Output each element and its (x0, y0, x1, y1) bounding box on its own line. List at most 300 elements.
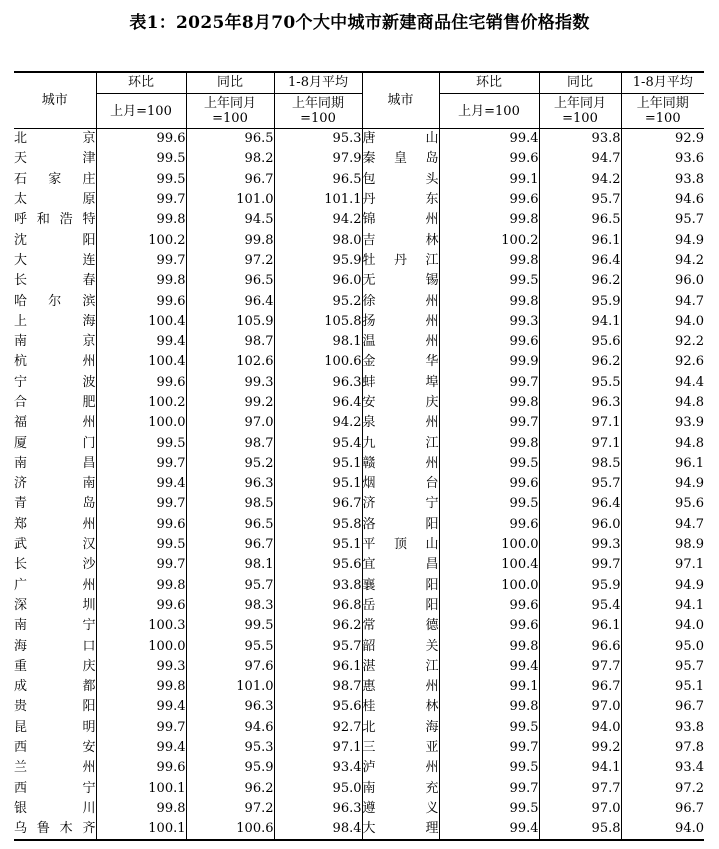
mom-value-left: 99.6 (96, 129, 186, 150)
yoy-value-right: 95.4 (539, 596, 621, 616)
avg-value-right: 96.0 (621, 271, 704, 291)
table-row (14, 819, 704, 840)
yoy-value-right: 97.1 (539, 433, 621, 453)
header-yoy-base-left: 上年同月 =100 (186, 94, 274, 129)
city-name-left: 天 津 (14, 151, 96, 167)
avg-value-left: 98.1 (274, 332, 362, 352)
yoy-value-right: 96.2 (539, 352, 621, 372)
yoy-value-left: 95.7 (186, 576, 274, 596)
yoy-value-left: 98.7 (186, 433, 274, 453)
city-name-left: 西 安 (14, 740, 96, 756)
city-name-right: 洛 阳 (362, 515, 439, 535)
mom-value-right: 99.4 (439, 129, 539, 150)
mom-value-right: 99.5 (439, 494, 539, 514)
mom-value-left: 99.8 (96, 576, 186, 596)
avg-value-right: 95.0 (621, 636, 704, 656)
city-name-right: 秦 皇 岛 (362, 149, 439, 169)
mom-value-right: 99.6 (439, 474, 539, 494)
mom-value-left: 99.4 (96, 697, 186, 717)
table-row (14, 373, 704, 393)
yoy-value-left: 100.6 (186, 819, 274, 840)
avg-value-left: 96.3 (274, 373, 362, 393)
city-name-right: 温 州 (362, 332, 439, 352)
header-avg-base-left: 上年同期 =100 (274, 94, 362, 129)
table-row (14, 555, 704, 575)
avg-value-left: 92.7 (274, 718, 362, 738)
yoy-value-right: 95.6 (539, 332, 621, 352)
mom-value-right: 99.8 (439, 210, 539, 230)
avg-value-left: 95.8 (274, 515, 362, 535)
table-row (14, 718, 704, 738)
table-row (14, 170, 704, 190)
city-name-left: 广 州 (14, 577, 96, 593)
table-row (14, 129, 704, 150)
mom-value-right: 99.8 (439, 393, 539, 413)
mom-value-left: 100.1 (96, 819, 186, 840)
yoy-value-right: 99.7 (539, 555, 621, 575)
table-row (14, 657, 704, 677)
avg-value-left: 93.8 (274, 576, 362, 596)
city-name-left: 南 京 (14, 334, 96, 350)
city-name-right: 济 宁 (362, 494, 439, 514)
city-name-right: 蚌 埠 (362, 373, 439, 393)
mom-value-left: 100.2 (96, 230, 186, 250)
yoy-value-right: 96.3 (539, 393, 621, 413)
city-name-left: 厦 门 (14, 435, 96, 451)
city-name-right: 金 华 (362, 352, 439, 372)
yoy-value-left: 96.5 (186, 271, 274, 291)
avg-value-left: 95.2 (274, 291, 362, 311)
yoy-value-right: 95.7 (539, 190, 621, 210)
city-name-right: 遵 义 (362, 799, 439, 819)
avg-value-right: 94.1 (621, 596, 704, 616)
city-name-right: 无 锡 (362, 271, 439, 291)
header-mom-base-right: 上月=100 (439, 94, 539, 129)
mom-value-right: 99.7 (439, 373, 539, 393)
table-row (14, 454, 704, 474)
city-name-left: 银 川 (14, 800, 96, 816)
mom-value-right: 100.0 (439, 576, 539, 596)
city-name-right: 湛 江 (362, 657, 439, 677)
mom-value-left: 99.5 (96, 170, 186, 190)
avg-value-right: 97.2 (621, 779, 704, 799)
mom-value-left: 99.6 (96, 515, 186, 535)
mom-value-left: 99.8 (96, 210, 186, 230)
yoy-value-right: 93.8 (539, 129, 621, 150)
mom-value-right: 99.1 (439, 170, 539, 190)
yoy-value-right: 96.6 (539, 636, 621, 656)
mom-value-left: 99.6 (96, 596, 186, 616)
avg-value-left: 95.1 (274, 474, 362, 494)
avg-value-right: 94.9 (621, 230, 704, 250)
mom-value-right: 99.8 (439, 697, 539, 717)
yoy-value-left: 97.2 (186, 799, 274, 819)
mom-value-left: 99.5 (96, 433, 186, 453)
mom-value-left: 99.6 (96, 758, 186, 778)
header-yoy-right: 同比 (539, 72, 621, 94)
city-name-right: 赣 州 (362, 454, 439, 474)
header-yoy-base-right: 上年同月 =100 (539, 94, 621, 129)
mom-value-left: 99.7 (96, 454, 186, 474)
yoy-value-right: 94.2 (539, 170, 621, 190)
mom-value-left: 99.7 (96, 555, 186, 575)
avg-value-left: 96.1 (274, 657, 362, 677)
table-row (14, 596, 704, 616)
price-index-table (14, 71, 704, 841)
mom-value-left: 100.0 (96, 636, 186, 656)
avg-value-left: 95.4 (274, 433, 362, 453)
mom-value-left: 99.7 (96, 251, 186, 271)
avg-value-right: 94.2 (621, 251, 704, 271)
mom-value-right: 99.5 (439, 271, 539, 291)
mom-value-left: 99.4 (96, 474, 186, 494)
city-name-right: 平 顶 山 (362, 535, 439, 555)
avg-value-right: 94.8 (621, 393, 704, 413)
mom-value-left: 99.8 (96, 677, 186, 697)
mom-value-right: 99.8 (439, 291, 539, 311)
mom-value-right: 99.8 (439, 636, 539, 656)
city-name-right: 九 江 (362, 433, 439, 453)
mom-value-right: 99.6 (439, 149, 539, 169)
yoy-value-right: 97.7 (539, 657, 621, 677)
yoy-value-left: 99.5 (186, 616, 274, 636)
header-city-left: 城市 (14, 72, 96, 129)
mom-value-left: 100.2 (96, 393, 186, 413)
city-name-left: 上 海 (14, 313, 96, 329)
city-name-right: 丹 东 (362, 190, 439, 210)
yoy-value-left: 96.7 (186, 170, 274, 190)
city-name-right: 安 庆 (362, 393, 439, 413)
avg-value-left: 96.5 (274, 170, 362, 190)
city-name-left: 大 连 (14, 252, 96, 268)
yoy-value-left: 96.2 (186, 779, 274, 799)
city-name-left: 成 都 (14, 679, 96, 695)
yoy-value-right: 99.2 (539, 738, 621, 758)
avg-value-left: 96.8 (274, 596, 362, 616)
table-row (14, 758, 704, 778)
mom-value-left: 99.5 (96, 535, 186, 555)
yoy-value-left: 101.0 (186, 677, 274, 697)
avg-value-right: 93.4 (621, 758, 704, 778)
city-name-left: 石 家 庄 (14, 171, 96, 187)
city-name-left: 昆 明 (14, 719, 96, 735)
yoy-value-right: 95.5 (539, 373, 621, 393)
avg-value-left: 96.3 (274, 799, 362, 819)
mom-value-left: 99.8 (96, 271, 186, 291)
avg-value-left: 93.4 (274, 758, 362, 778)
mom-value-right: 99.3 (439, 312, 539, 332)
avg-value-right: 93.6 (621, 149, 704, 169)
city-name-left: 海 口 (14, 638, 96, 654)
mom-value-right: 99.5 (439, 454, 539, 474)
yoy-value-left: 105.9 (186, 312, 274, 332)
avg-value-left: 95.1 (274, 535, 362, 555)
avg-value-left: 95.7 (274, 636, 362, 656)
city-name-left: 青 岛 (14, 496, 96, 512)
city-name-right: 三 亚 (362, 738, 439, 758)
avg-value-left: 95.0 (274, 779, 362, 799)
city-name-right: 徐 州 (362, 291, 439, 311)
table-row (14, 515, 704, 535)
yoy-value-left: 98.7 (186, 332, 274, 352)
yoy-value-right: 96.5 (539, 210, 621, 230)
city-name-left: 乌 鲁 木 齐 (14, 819, 96, 840)
yoy-value-left: 95.3 (186, 738, 274, 758)
city-name-right: 韶 关 (362, 636, 439, 656)
city-name-left: 杭 州 (14, 354, 96, 370)
yoy-value-right: 94.1 (539, 758, 621, 778)
table-row (14, 576, 704, 596)
yoy-value-right: 94.7 (539, 149, 621, 169)
city-name-right: 北 海 (362, 718, 439, 738)
table-row (14, 210, 704, 230)
avg-value-right: 95.7 (621, 657, 704, 677)
city-name-left: 宁 波 (14, 374, 96, 390)
avg-value-right: 92.9 (621, 129, 704, 150)
mom-value-left: 100.4 (96, 352, 186, 372)
avg-value-left: 96.4 (274, 393, 362, 413)
mom-value-right: 100.2 (439, 230, 539, 250)
yoy-value-left: 98.3 (186, 596, 274, 616)
city-name-left: 南 昌 (14, 455, 96, 471)
yoy-value-left: 97.6 (186, 657, 274, 677)
avg-value-right: 93.9 (621, 413, 704, 433)
avg-value-left: 96.0 (274, 271, 362, 291)
avg-value-left: 94.2 (274, 210, 362, 230)
city-name-right: 烟 台 (362, 474, 439, 494)
city-name-right: 扬 州 (362, 312, 439, 332)
yoy-value-left: 96.5 (186, 515, 274, 535)
city-name-right: 襄 阳 (362, 576, 439, 596)
mom-value-left: 100.4 (96, 312, 186, 332)
header-yoy-left: 同比 (186, 72, 274, 94)
avg-value-right: 97.8 (621, 738, 704, 758)
yoy-value-left: 99.2 (186, 393, 274, 413)
yoy-value-right: 96.4 (539, 251, 621, 271)
table-row (14, 738, 704, 758)
header-mom-left: 环比 (96, 72, 186, 94)
city-name-left: 济 南 (14, 476, 96, 492)
yoy-value-right: 96.2 (539, 271, 621, 291)
city-name-right: 惠 州 (362, 677, 439, 697)
city-name-right: 吉 林 (362, 230, 439, 250)
yoy-value-left: 96.3 (186, 697, 274, 717)
yoy-value-right: 95.9 (539, 576, 621, 596)
avg-value-right: 94.0 (621, 312, 704, 332)
table-row (14, 291, 704, 311)
city-name-right: 牡 丹 江 (362, 251, 439, 271)
city-name-left: 合 肥 (14, 395, 96, 410)
mom-value-right: 99.5 (439, 758, 539, 778)
yoy-value-right: 97.1 (539, 413, 621, 433)
mom-value-right: 99.4 (439, 657, 539, 677)
page-title: 表1：2025年8月70个大中城市新建商品住宅销售价格指数 (129, 13, 590, 33)
avg-value-right: 94.4 (621, 373, 704, 393)
mom-value-left: 99.4 (96, 738, 186, 758)
yoy-value-left: 95.9 (186, 758, 274, 778)
mom-value-right: 99.6 (439, 332, 539, 352)
header-avg-base-right: 上年同期 =100 (621, 94, 704, 129)
yoy-value-right: 96.0 (539, 515, 621, 535)
avg-value-right: 94.7 (621, 515, 704, 535)
avg-value-left: 98.4 (274, 819, 362, 840)
header-avg-right: 1-8月平均 (621, 72, 704, 94)
table-row (14, 190, 704, 210)
city-name-right: 常 德 (362, 616, 439, 636)
avg-value-right: 96.1 (621, 454, 704, 474)
avg-value-right: 94.9 (621, 474, 704, 494)
mom-value-right: 99.4 (439, 819, 539, 840)
avg-value-right: 92.6 (621, 352, 704, 372)
yoy-value-left: 99.3 (186, 373, 274, 393)
mom-value-right: 99.8 (439, 251, 539, 271)
city-name-left: 福 州 (14, 415, 96, 431)
header-mom-base-left: 上月=100 (96, 94, 186, 129)
avg-value-right: 95.7 (621, 210, 704, 230)
avg-value-left: 95.6 (274, 697, 362, 717)
avg-value-left: 101.1 (274, 190, 362, 210)
avg-value-left: 97.1 (274, 738, 362, 758)
city-name-left: 北 京 (14, 131, 96, 147)
mom-value-right: 99.1 (439, 677, 539, 697)
mom-value-left: 100.0 (96, 413, 186, 433)
city-name-right: 包 头 (362, 170, 439, 190)
city-name-right: 宜 昌 (362, 555, 439, 575)
city-name-right: 大 理 (362, 819, 439, 840)
yoy-value-right: 97.7 (539, 779, 621, 799)
yoy-value-left: 95.2 (186, 454, 274, 474)
city-name-left: 武 汉 (14, 537, 96, 553)
table-row (14, 779, 704, 799)
city-name-left: 长 春 (14, 273, 96, 289)
mom-value-left: 99.7 (96, 190, 186, 210)
city-name-right: 泸 州 (362, 758, 439, 778)
city-name-left: 呼 和 浩 特 (14, 212, 96, 228)
avg-value-right: 94.8 (621, 433, 704, 453)
avg-value-left: 95.1 (274, 454, 362, 474)
yoy-value-left: 97.2 (186, 251, 274, 271)
header-city-right: 城市 (362, 72, 439, 129)
table-row (14, 616, 704, 636)
city-name-right: 锦 州 (362, 210, 439, 230)
city-name-left: 重 庆 (14, 658, 96, 674)
mom-value-right: 99.8 (439, 433, 539, 453)
avg-value-right: 94.0 (621, 819, 704, 840)
mom-value-right: 99.6 (439, 190, 539, 210)
mom-value-right: 99.7 (439, 413, 539, 433)
yoy-value-left: 94.5 (186, 210, 274, 230)
avg-value-right: 93.8 (621, 170, 704, 190)
yoy-value-right: 96.1 (539, 616, 621, 636)
yoy-value-right: 99.3 (539, 535, 621, 555)
mom-value-right: 99.7 (439, 738, 539, 758)
city-name-left: 南 宁 (14, 618, 96, 634)
city-name-left: 郑 州 (14, 516, 96, 532)
table-row (14, 352, 704, 372)
yoy-value-right: 94.0 (539, 718, 621, 738)
yoy-value-left: 95.5 (186, 636, 274, 656)
yoy-value-left: 102.6 (186, 352, 274, 372)
mom-value-left: 100.3 (96, 616, 186, 636)
city-name-left: 长 沙 (14, 557, 96, 573)
city-name-right: 桂 林 (362, 697, 439, 717)
yoy-value-right: 98.5 (539, 454, 621, 474)
yoy-value-left: 101.0 (186, 190, 274, 210)
avg-value-left: 96.2 (274, 616, 362, 636)
mom-value-right: 99.9 (439, 352, 539, 372)
mom-value-left: 99.4 (96, 332, 186, 352)
table-row (14, 494, 704, 514)
table-row (14, 149, 704, 169)
avg-value-left: 95.6 (274, 555, 362, 575)
yoy-value-left: 99.8 (186, 230, 274, 250)
avg-value-left: 95.3 (274, 129, 362, 150)
mom-value-left: 99.8 (96, 799, 186, 819)
yoy-value-left: 98.5 (186, 494, 274, 514)
table-row (14, 332, 704, 352)
table-row (14, 230, 704, 250)
mom-value-right: 99.6 (439, 596, 539, 616)
yoy-value-right: 96.4 (539, 494, 621, 514)
mom-value-right: 99.6 (439, 515, 539, 535)
mom-value-right: 100.4 (439, 555, 539, 575)
city-name-right: 岳 阳 (362, 596, 439, 616)
avg-value-right: 97.1 (621, 555, 704, 575)
yoy-value-left: 98.2 (186, 149, 274, 169)
mom-value-left: 100.1 (96, 779, 186, 799)
avg-value-right: 94.9 (621, 576, 704, 596)
mom-value-left: 99.7 (96, 494, 186, 514)
city-name-left: 西 宁 (14, 780, 96, 796)
avg-value-right: 94.6 (621, 190, 704, 210)
avg-value-left: 96.7 (274, 494, 362, 514)
yoy-value-left: 94.6 (186, 718, 274, 738)
mom-value-right: 100.0 (439, 535, 539, 555)
mom-value-left: 99.3 (96, 657, 186, 677)
city-name-left: 沈 阳 (14, 232, 96, 248)
avg-value-left: 105.8 (274, 312, 362, 332)
avg-value-left: 94.2 (274, 413, 362, 433)
city-name-left: 兰 州 (14, 760, 96, 776)
mom-value-left: 99.7 (96, 718, 186, 738)
avg-value-right: 94.7 (621, 291, 704, 311)
avg-value-right: 96.7 (621, 697, 704, 717)
table-row (14, 251, 704, 271)
table-row (14, 271, 704, 291)
avg-value-right: 96.7 (621, 799, 704, 819)
mom-value-left: 99.5 (96, 149, 186, 169)
yoy-value-right: 96.1 (539, 230, 621, 250)
avg-value-left: 95.9 (274, 251, 362, 271)
table-row (14, 535, 704, 555)
mom-value-right: 99.5 (439, 718, 539, 738)
yoy-value-left: 96.7 (186, 535, 274, 555)
yoy-value-left: 96.4 (186, 291, 274, 311)
city-name-left: 哈 尔 滨 (14, 293, 96, 309)
table-row (14, 433, 704, 453)
city-name-right: 南 充 (362, 779, 439, 799)
table-row (14, 636, 704, 656)
avg-value-left: 98.7 (274, 677, 362, 697)
header-avg-left: 1-8月平均 (274, 72, 362, 94)
yoy-value-left: 97.0 (186, 413, 274, 433)
table-row (14, 474, 704, 494)
yoy-value-right: 95.8 (539, 819, 621, 840)
city-name-right: 泉 州 (362, 413, 439, 433)
city-name-left: 深 圳 (14, 597, 96, 613)
header-mom-right: 环比 (439, 72, 539, 94)
city-name-left: 太 原 (14, 192, 96, 208)
